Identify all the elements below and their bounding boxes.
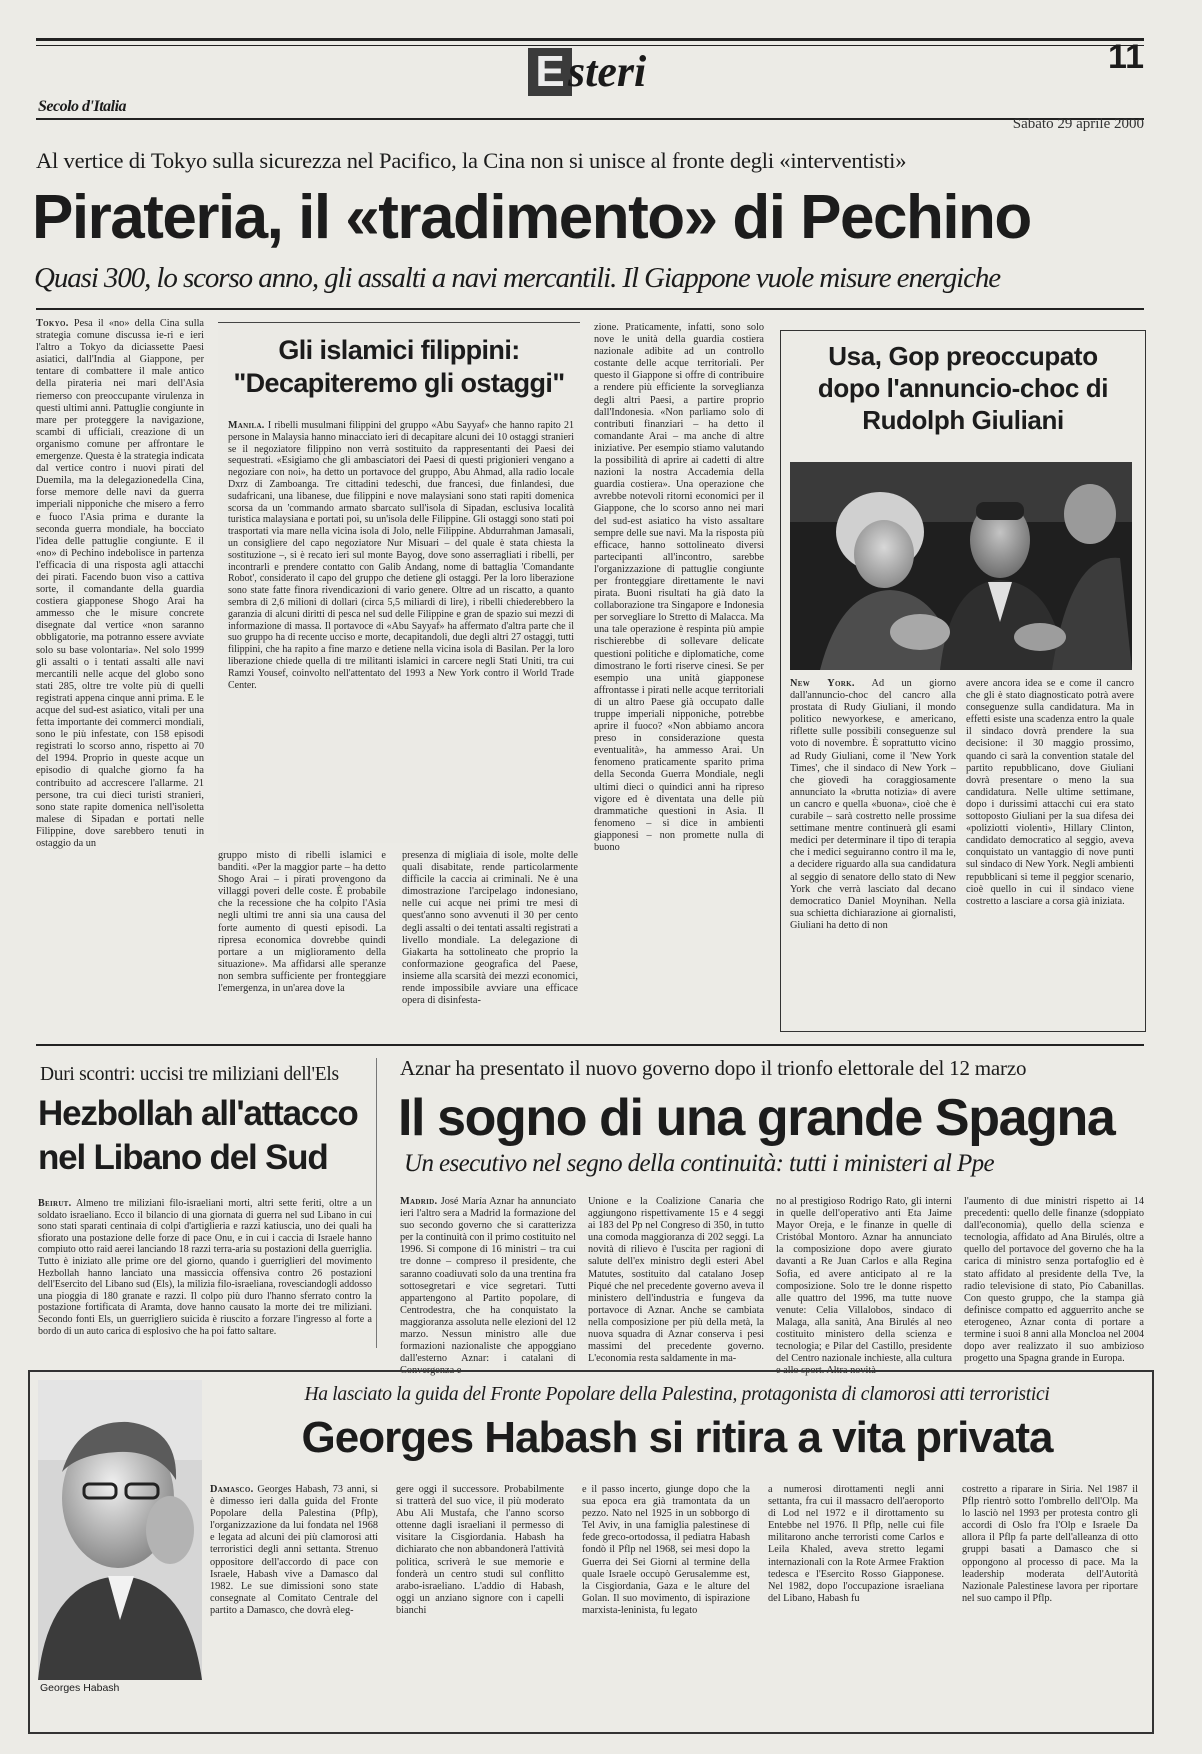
- spagna-headline: Il sogno di una grande Spagna: [398, 1089, 1115, 1147]
- spagna-column-1-text: José María Aznar ha annunciato ieri l'altro sera a Madrid la formazione del suo secondo governo che si caratterizza per la continuità con il primo costituito nel 1996. Si compone di 16 ministri – tra cui tre donne – compreso il presidente, che saranno coadiuvati solo da una trentina fra sottosegretari e vice segretari. Tutti appartengono al Partito popolare, di Centrodestra, che ha conquistato la maggioranza assoluta nelle elezioni del 12 marzo. Nessun ministro alle due formazioni nazionaliste che appoggiano dall'esterno Aznar: i catalani di Convergenza e: [400, 1196, 576, 1377]
- lead-column-1: [36, 318, 204, 1030]
- giuliani-column-2: [966, 678, 1134, 1024]
- spagna-column-4-text: l'aumento di due ministri rispetto ai 14 precedenti: quello delle finanze (sdoppiato dall'economia), quello della scienza e tecnologia, affidato ad Ana Birulés, oltre a quello del portavoce del governo che ha la carica di ministro senza portafoglio ed è stato affidato al presidente della Tve, la radio televisione di stato, Pío Cabanillas. Con questo gruppo, che la stampa già definisce compatto ed agguerrito anche se eterogeneo, Aznar conta di portare a termine i suoi 8 anni alla Moncloa nel 2004 dopo aver realizzato il suo ambizioso progetto una Spagna grande in Europa.: [964, 1196, 1144, 1365]
- giuliani-column-1: [790, 678, 956, 1024]
- spagna-column-4: [964, 1196, 1144, 1365]
- section-logo: [528, 46, 688, 100]
- spagna-kicker: Aznar ha presentato il nuovo governo dopo il trionfo elettorale del 12 marzo: [400, 1056, 1027, 1080]
- giuliani-photo: [790, 462, 1132, 670]
- lead-headline: Pirateria, il «tradimento» di Pechino: [32, 183, 1031, 252]
- section-divider-1: [36, 1044, 1144, 1046]
- lead-column-2-text: gruppo misto di ribelli islamici e banditi. «Per la maggior parte – ha detto Shogo Arai – i pirati provengono da villaggi poveri delle coste. È probabile che la recessione che ha colpito l'Asia negli ultimi tre anni sia una causa del forte aumento di questi episodi. La ripresa economica dovrebbe quindi portare a un miglioramento della situazione». Ma affidarsi alle speranze non sembra sufficiente per fronteggiare l'emergenza, in un'area dove la: [218, 850, 386, 995]
- lead-kicker: Al vertice di Tokyo sulla sicurezza nel Pacifico, la Cina non si unisce al fronte degli «interventisti»: [36, 148, 907, 173]
- filippini-body: [228, 420, 574, 840]
- section-logo-initial: E: [528, 48, 572, 96]
- hezbollah-dateline: Beirut.: [38, 1198, 72, 1209]
- lead-column-1-text: Pesa il «no» della Cina sulla strategia comune discussa ie-ri e ieri l'altro a Tokyo da diciassette Paesi asiatici, dall'India al Giappone, per tentare di combattere il male antico della pirateria nei mari dell'Asia riemerso con preoccupante virulenza in questi ultimi anni. Pattuglie congiunte in mare per proteggere la navigazione, scambi di ufficiali, creazione di un organismo comune per affrontare le emergenze. Questa è la strategia indicata dal vertice contro i nuovi pirati del Duemila, ma la delegazionedella Cina, forse memore delle navi da guerra imperiali nipponiche che misero a ferro e fuoco l'Asia prima e durante la seconda guerra mondiale, ha bocciato l'idea delle pattuglie congiunte. E il «no» di Pechino indebolisce in partenza l'efficacia di una risposta agli attacchi dei pirati. Facendo buon viso a cattiva sorte, il comandante della guardia costiera giapponese Shogo Arai ha ammesso che le misure concrete disegnate dal vertice «non saranno obbligatorie, ma potranno essere avviate solo su base volontaria». Nel solo 1999 gli assalti o i tentati assalti alle navi mercantili nelle acque del globo sono stati 285, oltre tre volte più di quelli registrati appena cinque anni prima. E le acque del sud-est asiatico, vitali per una fetta importante dei commerci mondiali, sono le più infestate, con 158 episodi registrati lo scorso anno, rispetto ai 70 del 1994. Proprio in queste acque un episodio di qualche giorno fa ha contribuito ad accrescere l'allarme. 21 persone, tra cui dieci turisti stranieri, sono state rapite domenica nell'isoletta malese di Sipadan e portati nelle Filippine, dove sarebbero tenuti in ostaggio da un: [36, 318, 205, 850]
- spagna-column-3-text: no al prestigioso Rodrigo Rato, gli interni in quelle dell'operativo anti Eta Jaime Mayor Oreja, e le finanze in quelle di Cristóbal Montoro. Aznar ha annunciato la composizione dopo avere giurato davanti a Re Juan Carlos e alla Regina Sofia, ed avere anticipato al re la composizione. Solo tre le donne rispetto alle quattro del 1996, ma tutte nuove venute: Celia Villalobos, sindaco di Malaga, alla sanità, Ana Birulés al neo costituito ministero della scienza e tecnologia; e Pilar del Castillo, presidente del Centro nazionale inchieste, alla cultura e allo sport. Altra novità: [776, 1196, 952, 1377]
- lead-column-2: [218, 850, 386, 1030]
- habash-column-3: [582, 1484, 750, 1724]
- spagna-column-3: [776, 1196, 952, 1377]
- lead-column-4-text: zione. Praticamente, infatti, sono solo nove le unità della guardia costiera nazionale adibite ad un controllo costante delle acque territoriali. Per questo il Giappone si offre di contribuire a rendere più efficiente la sorveglianza degli altri Paesi, a partire proprio dall'Indonesia. «Non parliamo solo di contributi finanziari – ha detto il comandante Arai – ma anche di altre iniziative. Per esempio stiamo valutando la possibilità di aprire ai cadetti di altre nazioni la nostra Accademia della guardia costiera». Una operazione che avrebbe notevoli ritorni economici per il Giappone, che lo scorso anno nei mari del sud-est asiatico ha visto assaltare sempre delle sue navi. Ma la risposta più efficace, hanno sottolineato diversi partecipanti all'incontro, sarebbe l'organizzazione di pattuglie congiunte per fronteggiare direttamente le navi pirata. Buoni risultati ha già dato la collaborazione tra Singapore e Indonesia per sorvegliare lo Stretto di Malacca. Ma una tale operazione è respinta più ampie rischierebbe di sollevare delicate questioni politiche e diplomatiche, come dimostrano le forti riserve cinesi. Se per esempio una unità giapponese affrontasse i pirati nelle acque territoriali di un altro Paese già occupato dalle truppe imperiali nipponiche, potrebbe aprire il fuoco? «Non abbiamo ancora preso in considerazione questa eventualità», ha ammesso Arai. Un fenomeno praticamente sparito prima della Seconda Guerra Mondiale, negli ultimi dieci o quindici anni ha ripreso vigore ed è diventata una delle più drammatiche questioni in Asia. Il fenomeno – si dice in ambienti giapponesi – non promette nulla di buono: [594, 322, 764, 854]
- habash-column-1: [210, 1484, 378, 1724]
- hezbollah-body-text: Almeno tre miliziani filo-israeliani morti, altri sette feriti, oltre a un soldato israeliano. Ecco il bilancio di una giornata di guerra nel sud Libano in cui sono stati sparati centinaia di colpi d'artiglieria e razzi katiuscia, uno dei quali ha sfiorato una postazione delle forze di pace Onu, e in cui i caccia di Israele hanno compiuto otto raid aerei lanciando 18 razzi terra-aria su postazioni della guerriglia. Tutto è iniziato alle prime ore del giorno, quando i guerriglieri del movimento Hezbollah hanno lanciato una massiccia offensiva contro 26 postazioni dell'Esercito del Libano sud (Els), la milizia filo-israeliana, rovesciandogli addosso una pioggia di 180 granate e razzi. Il colpo più duro l'hanno sferrato contro la postazione fortificata di Aramta, dove hanno causato la morte dei tre miliziani. Secondo fonti Els, un guerrigliero suicida è riuscito a forzare l'ingresso al forte a bordo di un auto carica di esplosivo che ha poi fatto saltare.: [38, 1198, 373, 1337]
- giuliani-column-1-text: Ad un giorno dall'annuncio-choc del cancro alla prostata di Rudy Giuliani, il mondo politico newyorkese, e americano, riflette sulle possibili conseguenze sul voto di novembre. È soprattutto vicino ad Rudy Giuliani, come il 'New York Times', che il sindaco di New York – che giovedì ha coraggiosamente annunciato la «brutta notizia» di avere un cancro e quella «buona», cioè che è curabile – sarà costretto nelle prossime settimane mentre continuerà gli esami medici per determinare il tipo di terapia che i medici seguiranno contro il ma le, a decidere riguardo alla sua candidatura al seggio di senatore dello stato di New York che verrà lasciato dal decano democratico Daniel Moynihan. Nella sua schietta dichiarazione ai giornalisti, Giuliani ha detto di non: [790, 678, 956, 931]
- newspaper-name: Secolo d'Italia: [38, 98, 127, 115]
- section-logo-text: steri: [568, 47, 647, 96]
- habash-column-2-text: gere oggi il successore. Probabilmente si tratterà del suo vice, il più moderato Abu Ali Mustafa, che l'anno scorso ottenne dagli israeliani il permesso di visitare la Cisgiordania. Habash ha dichiarato che non abbandonerà l'attività politica, scriverà le sue memorie e fonderà un centro studi sul conflitto arabo-israeliano. L'addio di Habash, oggi un anziano signore con i capelli bianchi: [396, 1484, 564, 1616]
- lead-column-4: [594, 322, 764, 1030]
- habash-column-4: [768, 1484, 944, 1724]
- habash-kicker: Ha lasciato la guida del Fronte Popolare della Palestina, protagonista di clamorosi atti terroristici: [304, 1384, 1050, 1405]
- spagna-column-1: [400, 1196, 576, 1377]
- page-number: 11: [1108, 38, 1144, 76]
- filippini-dateline: Manila.: [228, 420, 265, 431]
- filippini-body-text: I ribelli musulmani filippini del gruppo «Abu Sayyaf» che hanno rapito 21 persone in Malaysia hanno minacciato ieri di decapitare alcuni dei 10 ostaggi stranieri se il negoziatore filippino non verrà sostituito da rappresentanti dei Paesi dei sequestrati. «Esigiamo che gli ambasciatori dei Paesi di questi prigionieri vengano a negoziare con noi», ha detto un portavoce del gruppo, Abu Ahmad, alla radio locale Dxrz di Zamboanga. Tre cittadini tedeschi, due francesi, due finlandesi, due sudafricani, una libanese, due filippini e nove malaysiani sono stati rapiti domenica scorsa da un 'commando armato sbarcato sull'isola di Sipadan, esclusiva località turistica malaysiana e portati poi, su un'isola delle Filippine. Gli ostaggi sono stati poi trasportati via mare nella vicina isola di Jolo, nelle Filippine. Abdurrahman Jamasali, un consigliere del capo negoziatore Nur Misuari – del quale è stata chiesta la sostituzione –, si è recato ieri sul monte Bayog, dove sono asserragliati i ribelli, per incontrarli e prendere contatto con Galib Andang, nome di battaglia 'Comandante Robot', considerato il capo del gruppo che detiene gli ostaggi. Per la loro liberazione sono state fatte finora rivendicazioni di vario genere. Oltre ad un riscatto, a quanto sembra di 2,6 milioni di dollari (circa 5,5 miliardi di lire), i ribelli chiederebbero la garanzia di alcuni diritti di pesca nel sud delle Filippine e gran de spazio sui mezzi di informazione di massa. Il portavoce di «Abu Sayyaf» ha affermato d'altra parte che il suo gruppo ha di recente ucciso e morte, decapitandoli, due degli altri 27 ostaggi, tutti filippini, che ha rapito a fine marzo e detiene nella vicina isola di Basilan. Per la loro liberazione chiede quella di tre militanti islamici in carcere negli Stati Uniti, tra cui Ramzi Yousef, coinvolto nell'attentato del 1993 a New York contro il World Trade Center.: [228, 420, 575, 691]
- habash-column-5: [962, 1484, 1138, 1724]
- habash-dateline: Damasco.: [210, 1484, 254, 1495]
- habash-headline: Georges Habash si ritira a vita privata: [301, 1413, 1053, 1462]
- habash-column-1-text: Georges Habash, 73 anni, si è dimesso ieri dalla guida del Fronte Popolare della Palestina (Pflp), l'organizzazione da lui fondata nel 1968 e legata ad alcuni dei più clamorosi atti terroristici degli anni settanta. Strenuo oppositore dell'accordo di pace con Israele, Habash vive a Damasco dal 1982. Le sue dimissioni sono state consegnate al Comitato Centrale del partito a Damasco, che dovrà eleg-: [210, 1484, 379, 1616]
- hezbollah-kicker: Duri scontri: uccisi tre miliziani dell'Els: [40, 1064, 339, 1085]
- hezbollah-headline-line1: Hezbollah all'attacco: [38, 1094, 358, 1133]
- masthead-top-rule: [36, 38, 1144, 41]
- hezbollah-body: [38, 1198, 372, 1348]
- giuliani-dateline: New York.: [790, 678, 855, 689]
- habash-photo-image: [38, 1380, 202, 1680]
- habash-column-2: [396, 1484, 564, 1724]
- spagna-dateline: Madrid.: [400, 1196, 438, 1207]
- spagna-column-2: [588, 1196, 764, 1365]
- giuliani-column-2-text: avere ancora idea se e come il cancro che gli è stato diagnosticato potrà avere conseguenze sulla candidatura. Ma in effetti esiste una scadenza entro la quale il sindaco dovrà prendere la sua decisione: il 30 maggio prossimo, quando ci sarà la convention statale del partito repubblicano, dove Giuliani dovrà presentare o meno la sua candidatura. Nelle ultime settimane, dopo i durissimi attacchi cui era stato sottoposto Giuliani per la sua difesa dei «poliziotti violenti», Hillary Clinton, candidato democratico al seggio, aveva conquistato un vantaggio di nove punti sul sindaco di New York. Negli ambienti repubblicani si teme il peggior scenario, cioè quello in cui il sindaco viene costretto a lasciare a corsa già iniziata.: [966, 678, 1134, 907]
- lead-subhead-rule: [36, 308, 1144, 310]
- lead-column-3-text: presenza di migliaia di isole, molte delle quali disabitate, rende particolarmente difficile la caccia ai criminali. Ne è una dimostrazione l'arcipelago indonesiano, nelle cui acque nei primi tre mesi di quest'anno sono avvenuti il 30 per cento degli assalti o dei tentati assalti registrati a livello mondiale. La delegazione di Giakarta ha sottolineato che proprio la conformazione geografica del Paese, insieme alla scarsità dei mezzi economici, rende impossibile avviare una efficace opera di disinfesta-: [402, 850, 578, 1007]
- habash-column-5-text: costretto a riparare in Siria. Nel 1987 il Pflp rientrò sotto l'ombrello dell'Olp. Ma lo lasciò nel 1993 per protesta contro gli accordi di Oslo fra l'Olp e Israele Da allora il Pflp fa parte dell'alleanza di otto gruppi basati a Damasco che si oppongono al processo di pace. Ma la leadership moderata dell'Autorità Nazionale Palestinese lavora per riportare nel suo campo il Pflp.: [962, 1484, 1138, 1604]
- habash-column-4-text: a numerosi dirottamenti negli anni settanta, fra cui il massacro dell'aeroporto di Lod nel 1972 e il dirottamento su Entebbe nel 1976. Il Pflp, nelle cui file militarono anche terroristi come Carlos e Leila Khaled, aveva stretto legami internazionali con la Rote Armee Fraktion tedesca e l'Esercito Rosso Giapponese. Nel 1982, dopo l'occupazione israeliana del Libano, Habash fu: [768, 1484, 944, 1604]
- lead-dateline: Tokyo.: [36, 318, 69, 329]
- spagna-subhead: Un esecutivo nel segno della continuità: tutti i ministeri al Ppe: [404, 1150, 995, 1177]
- habash-photo-caption: Georges Habash: [40, 1682, 120, 1694]
- filippini-headline: Gli islamici filippini: "Decapiteremo gli ostaggi": [233, 335, 565, 398]
- lead-column-3: [402, 850, 578, 1030]
- habash-photo: [38, 1380, 202, 1680]
- lead-subhead: Quasi 300, lo scorso anno, gli assalti a navi mercantili. Il Giappone vuole misure energiche: [34, 262, 1001, 294]
- issue-date: Sabato 29 aprile 2000: [1012, 116, 1144, 132]
- habash-column-3-text: e il passo incerto, giunge dopo che la sua epoca era già tramontata da un pezzo. Nato nel 1925 in un sobborgo di Tel Aviv, in una famiglia palestinese di fede greco-ortodossa, il pediatra Habash fondò il Pflp nel 1968, sei mesi dopo la Guerra dei Sei Giorni al termine della quale Israele occupò Gerusalemme est, la Cisgiordania, Gaza e le alture del Golan. Il suo movimento, di ispirazione marxista-leninista, fu legato: [582, 1484, 750, 1616]
- giuliani-photo-image: [790, 462, 1132, 670]
- spagna-column-2-text: Unione e la Coalizione Canaria che aggiungono rispettivamente 15 e 4 seggi ai 183 del Pp nel Congreso di 350, in tutto una comoda maggioranza di 202 seggi. La novità di rilievo è l'uscita per ragioni di salute dell'ex ministro degli esteri Abel Matutes, sostituito dal catalano Josep Piqué che nel precedente governo aveva il ministero dell'industria e fungeva da portavoce di Aznar. Anche se cambiata nella composizione per più della metà, la nuova squadra di Aznar conserva i pesi massimi del precedente governo. L'economia resta saldamente in ma-: [588, 1196, 764, 1365]
- hezbollah-headline-line2: nel Libano del Sud: [38, 1138, 328, 1177]
- giuliani-headline: Usa, Gop preoccupato dopo l'annuncio-choc di Rudolph Giuliani: [817, 341, 1109, 435]
